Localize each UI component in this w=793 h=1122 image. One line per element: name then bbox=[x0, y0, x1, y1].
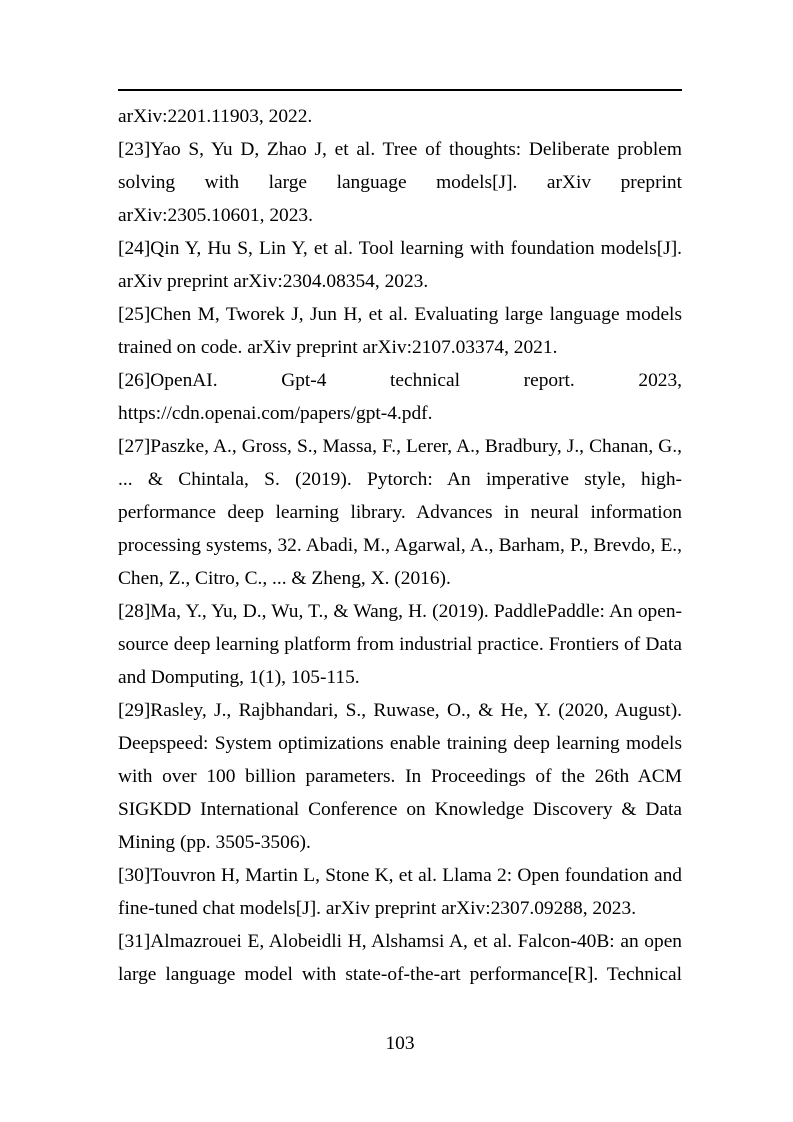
header-rule bbox=[118, 89, 682, 91]
reference-url: https://cdn.openai.com/papers/gpt-4.pdf. bbox=[118, 403, 433, 424]
reference-paragraph-26 bbox=[118, 364, 682, 430]
reference-paragraph-23: [23]Yao S, Yu D, Zhao J, et al. Tree of thoughts: Deliberate problem solving with large language models[J]. arXiv preprint arXiv:2305.10601, 2023. bbox=[118, 139, 682, 226]
reference-paragraph-30: [30]Touvron H, Martin L, Stone K, et al. Llama 2: Open foundation and fine-tuned chat models[J]. arXiv preprint arXiv:2307.09288, 2023. bbox=[118, 865, 682, 919]
reference-26-text: [26]OpenAI. Gpt-4 technical report. 2023, bbox=[118, 370, 682, 391]
page-number: 103 bbox=[385, 1033, 415, 1054]
reference-paragraph-29: [29]Rasley, J., Rajbhandari, S., Ruwase, O., & He, Y. (2020, August). Deepspeed: System optimizations enable training deep learning models with over 100 billion parameters. In Proceedings of the 26th ACM SIGKDD International Conference on Knowledge Discovery & Data Mining (pp. 3505-3506). bbox=[118, 700, 682, 853]
reference-paragraph-28: [28]Ma, Y., Yu, D., Wu, T., & Wang, H. (2019). PaddlePaddle: An open-source deep learning platform from industrial practice. Frontiers of Data and Domputing, 1(1), 105-115. bbox=[118, 601, 682, 688]
references-list bbox=[118, 100, 682, 991]
reference-paragraph-27: [27]Paszke, A., Gross, S., Massa, F., Lerer, A., Bradbury, J., Chanan, G., ... & Chintala, S. (2019). Pytorch: An imperative style, high-performance deep learning library. Advances in neural information processing systems, 32. Abadi, M., Agarwal, A., Barham, P., Brevdo, E., Chen, Z., Citro, C., ... & Zheng, X. (2016). bbox=[118, 436, 682, 589]
reference-paragraph-continuation: arXiv:2201.11903, 2022. bbox=[118, 106, 313, 127]
reference-paragraph-31: [31]Almazrouei E, Alobeidli H, Alshamsi A, et al. Falcon-40B: an open large language model with state-of-the-art performance[R]. Technical bbox=[118, 931, 682, 985]
reference-paragraph-25: [25]Chen M, Tworek J, Jun H, et al. Evaluating large language models trained on code. arXiv preprint arXiv:2107.03374, 2021. bbox=[118, 304, 682, 358]
reference-paragraph-24: [24]Qin Y, Hu S, Lin Y, et al. Tool learning with foundation models[J]. arXiv preprint arXiv:2304.08354, 2023. bbox=[118, 238, 682, 292]
